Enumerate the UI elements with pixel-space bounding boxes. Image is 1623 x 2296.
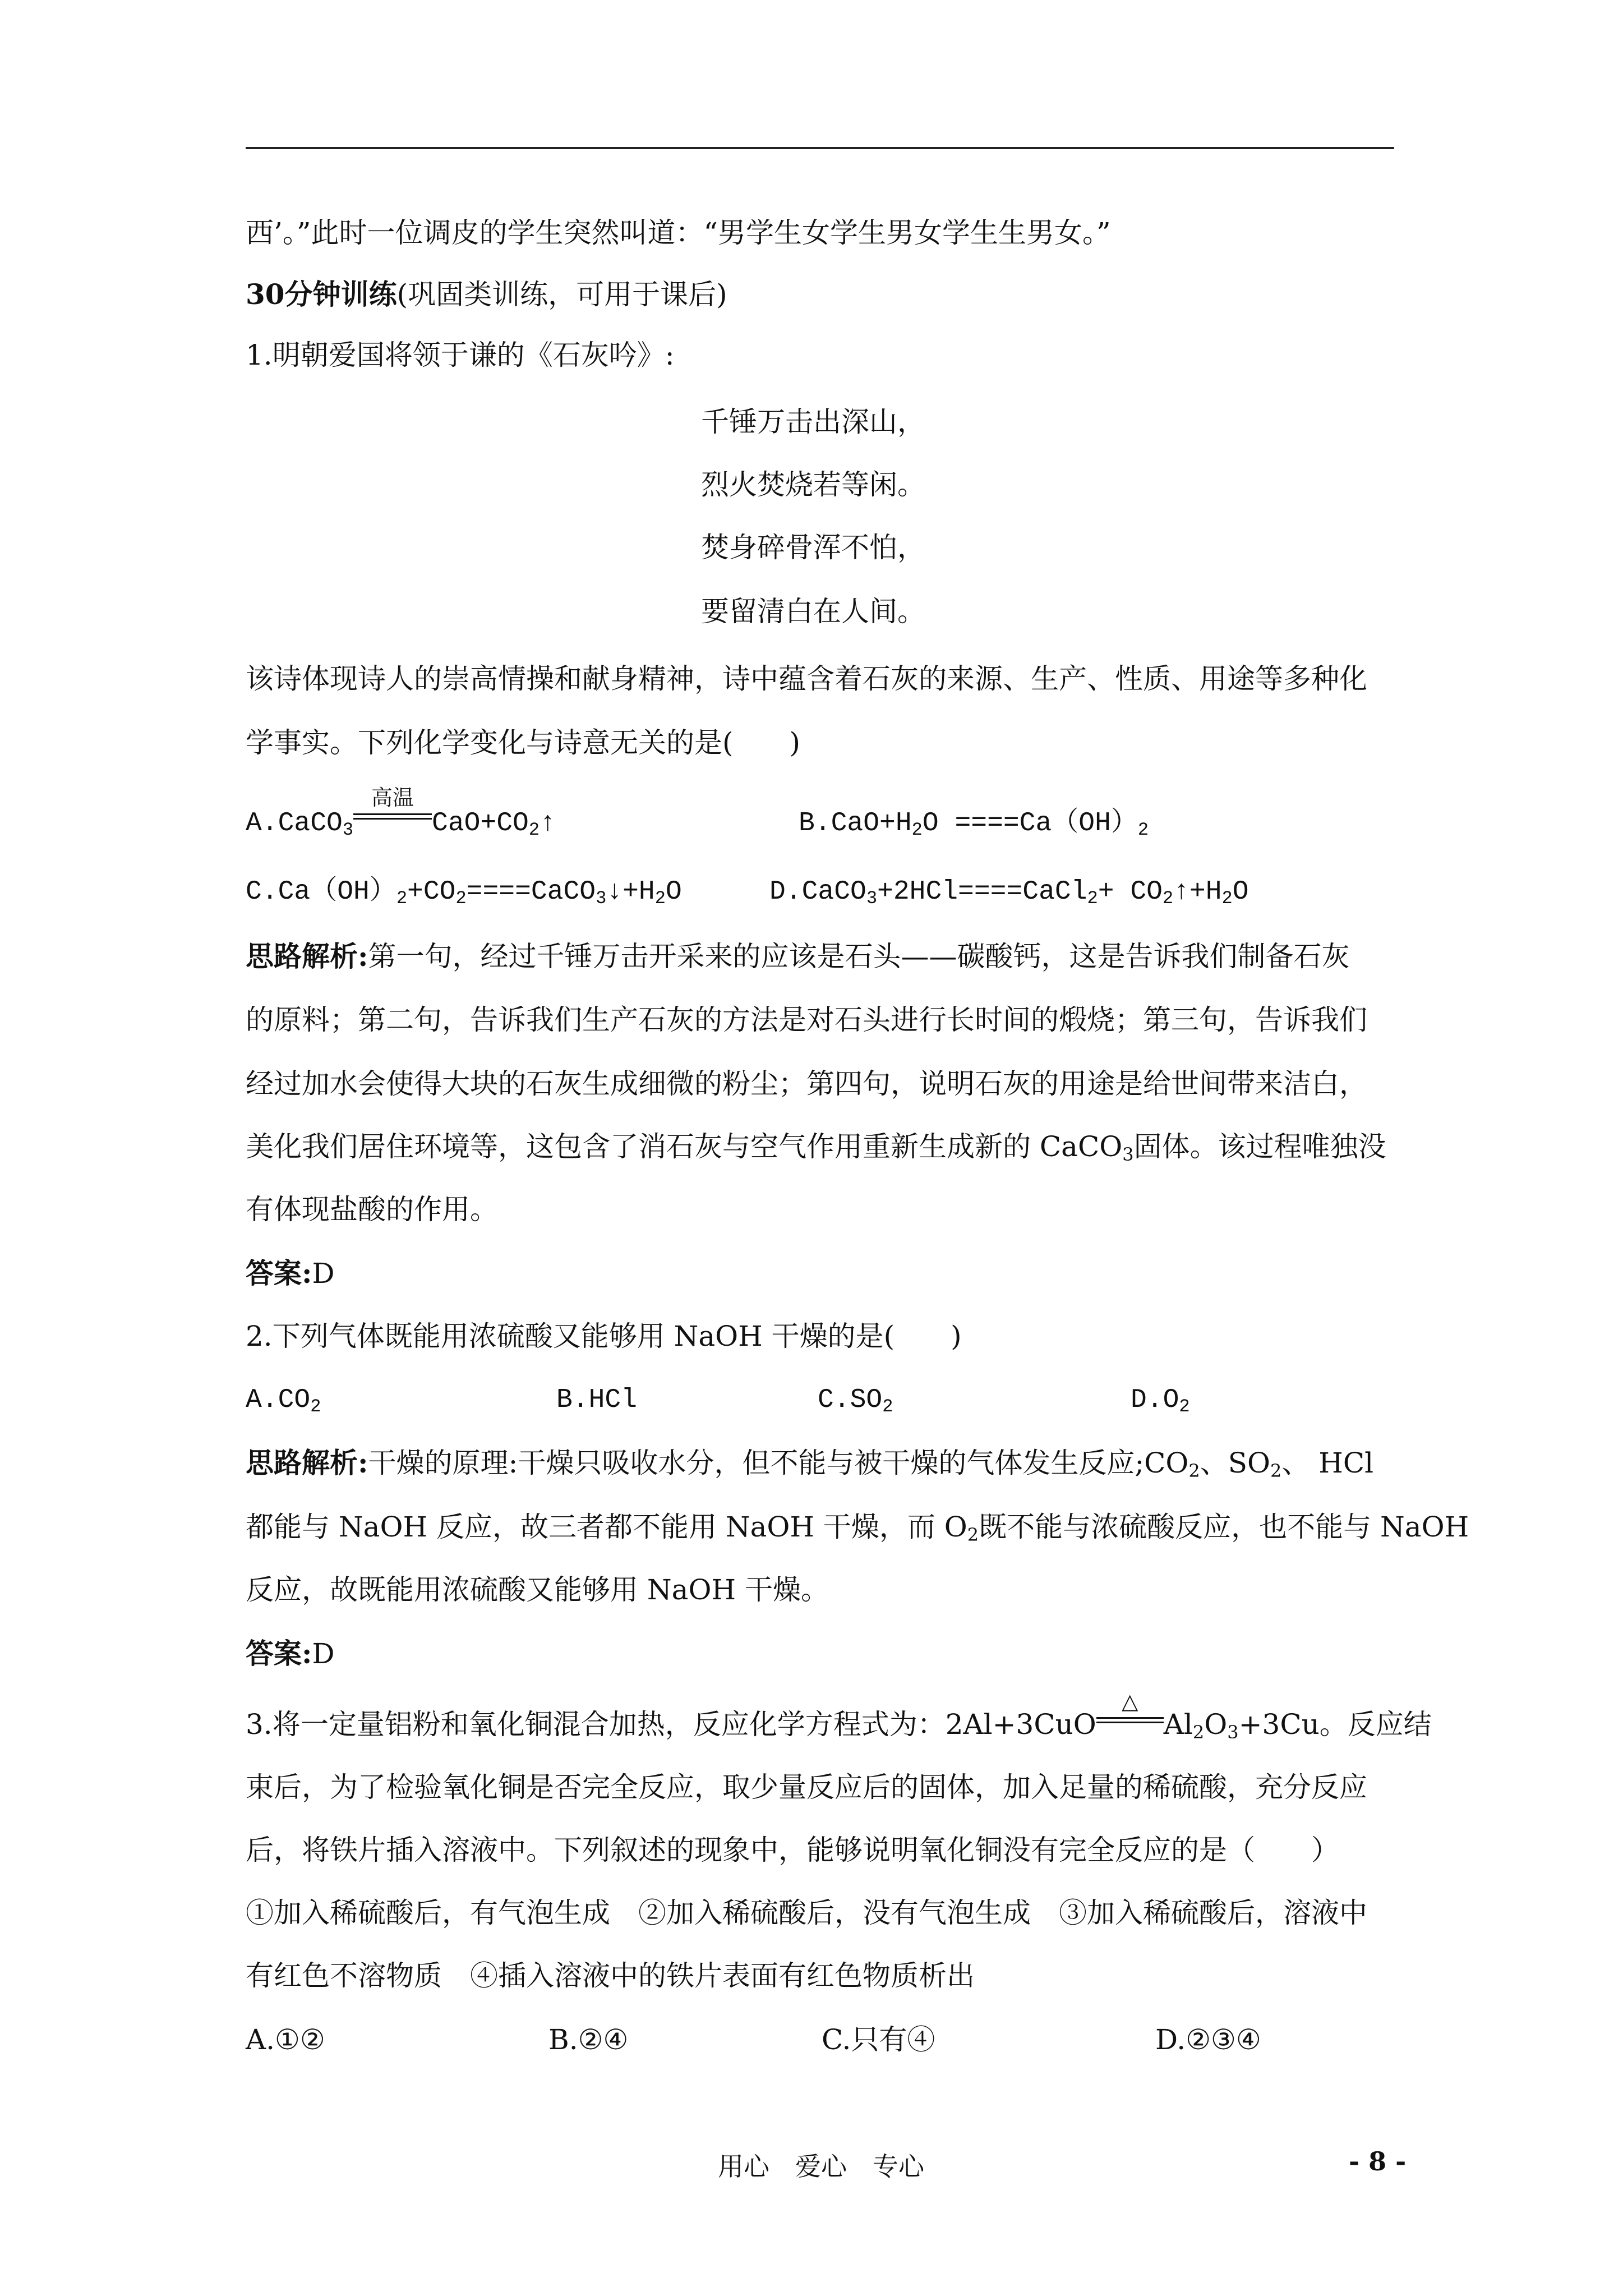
- q3-option-a: A.①②: [246, 2023, 325, 2056]
- q1-analysis-4: 美化我们居住环境等，这包含了消石灰与空气作用重新生成新的 CaCO$_3$固体。该过程唯独没: [246, 1130, 1386, 1165]
- section-heading: [246, 278, 727, 311]
- q2-answer: 答案:D: [246, 1637, 335, 1670]
- q2-analysis-2: 都能与 NaOH 反应，故三者都不能用 NaOH 干燥，而 $O_2$既不能与浓硫酸反应，也不能与 NaOH: [246, 1511, 1469, 1545]
- q3-option-d: D.②③④: [1155, 2023, 1261, 2056]
- section-title: 30分钟训练: [246, 278, 397, 311]
- q1-analysis-2: 的原料；第二句，告诉我们生产石灰的方法是对石头进行长时间的煅烧；第三句，告诉我们: [246, 1004, 1367, 1036]
- q1-text-1: 该诗体现诗人的崇高情操和献身精神，诗中蕴含着石灰的来源、生产、性质、用途等多种化: [246, 662, 1367, 695]
- q2-option-b: B.HCl: [556, 1385, 638, 1415]
- analysis-label: 思路解析:: [246, 940, 368, 973]
- q2-option-d: $D.O_2$: [1131, 1385, 1190, 1417]
- q1-option-d: D.CaCO$_3$+2HCl====CaCl$_2$+ $CO_2↑+H_2O$: [769, 877, 1249, 909]
- q1-option-c: $C.Ca(OH)_2+CO_2====CaCO_3↓+H_2O$: [246, 877, 682, 909]
- q3-line-4: ①加入稀硫酸后，有气泡生成 ②加入稀硫酸后，没有气泡生成 ③加入稀硫酸后，溶液中: [246, 1897, 1367, 1929]
- page-number: - 8 -: [1349, 2146, 1407, 2177]
- poem-line-4: 要留清白在人间。: [701, 595, 925, 628]
- q1-analysis-5: 有体现盐酸的作用。: [246, 1193, 498, 1226]
- condition-high-temp: 高温: [353, 808, 432, 830]
- q2-analysis-3: 反应，故既能用浓硫酸又能够用 NaOH 干燥。: [246, 1573, 829, 1606]
- q2-analysis-1: 思路解析:干燥的原理:干燥只吸收水分，但不能与被干燥的气体发生反应$;CO_2$、$SO_2$、 HCl: [246, 1446, 1374, 1481]
- q2-option-c: $C.SO_2$: [818, 1385, 893, 1417]
- section-note: (巩固类训练，可用于课后): [396, 278, 727, 311]
- poem-line-2: 烈火焚烧若等闲。: [701, 468, 925, 501]
- q1-analysis-3: 经过加水会使得大块的石灰生成细微的粉尘；第四句，说明石灰的用途是给世间带来洁白，: [246, 1068, 1367, 1100]
- q3-option-b: B.②④: [548, 2023, 629, 2056]
- condition-heat: △: [1096, 1711, 1164, 1734]
- q2-option-a: $A.CO_2$: [246, 1385, 321, 1417]
- q2-stem: 2.下列气体既能用浓硫酸又能够用 NaOH 干燥的是( ): [246, 1320, 962, 1352]
- footer-motto: 用心 爱心 专心: [718, 2151, 924, 2182]
- q3-option-c: C.只有④: [822, 2023, 935, 2056]
- q1-option-b: $B.CaO+H_2O ====Ca(OH)_2$: [799, 808, 1149, 840]
- q3-line-3: 后，将铁片插入溶液中。下列叙述的现象中，能够说明氧化铜没有完全反应的是（ ）: [246, 1834, 1339, 1866]
- header-rule: [246, 147, 1394, 149]
- q1-analysis-1: 思路解析:第一句，经过千锤万击开采来的应该是石头——碳酸钙，这是告诉我们制备石灰: [246, 940, 1350, 973]
- q1-option-a: A.CaCO$_3$ 高温 $CaO+CO_2↑$: [246, 785, 556, 840]
- q3-line-1: 3.将一定量铝粉和氧化铜混合加热，反应化学方程式为：2Al+3CuO △ $Al_2O_3+3Cu$。反应结: [246, 1689, 1432, 1743]
- q1-text-2: 学事实。下列化学变化与诗意无关的是( ): [246, 726, 801, 759]
- q3-line-2: 束后，为了检验氧化铜是否完全反应，取少量反应后的固体，加入足量的稀硫酸，充分反应: [246, 1771, 1367, 1803]
- intro-line: 西’。”此时一位调皮的学生突然叫道：“男学生女学生男女学生生男女。”: [246, 217, 1111, 249]
- q1-stem: 1.明朝爱国将领于谦的《石灰吟》:: [246, 339, 675, 371]
- q1-answer: 答案:D: [246, 1257, 335, 1290]
- poem-line-3: 焚身碎骨浑不怕，: [701, 531, 925, 564]
- poem-line-1: 千锤万击出深山，: [701, 406, 925, 438]
- q3-line-5: 有红色不溶物质 ④插入溶液中的铁片表面有红色物质析出: [246, 1959, 975, 1992]
